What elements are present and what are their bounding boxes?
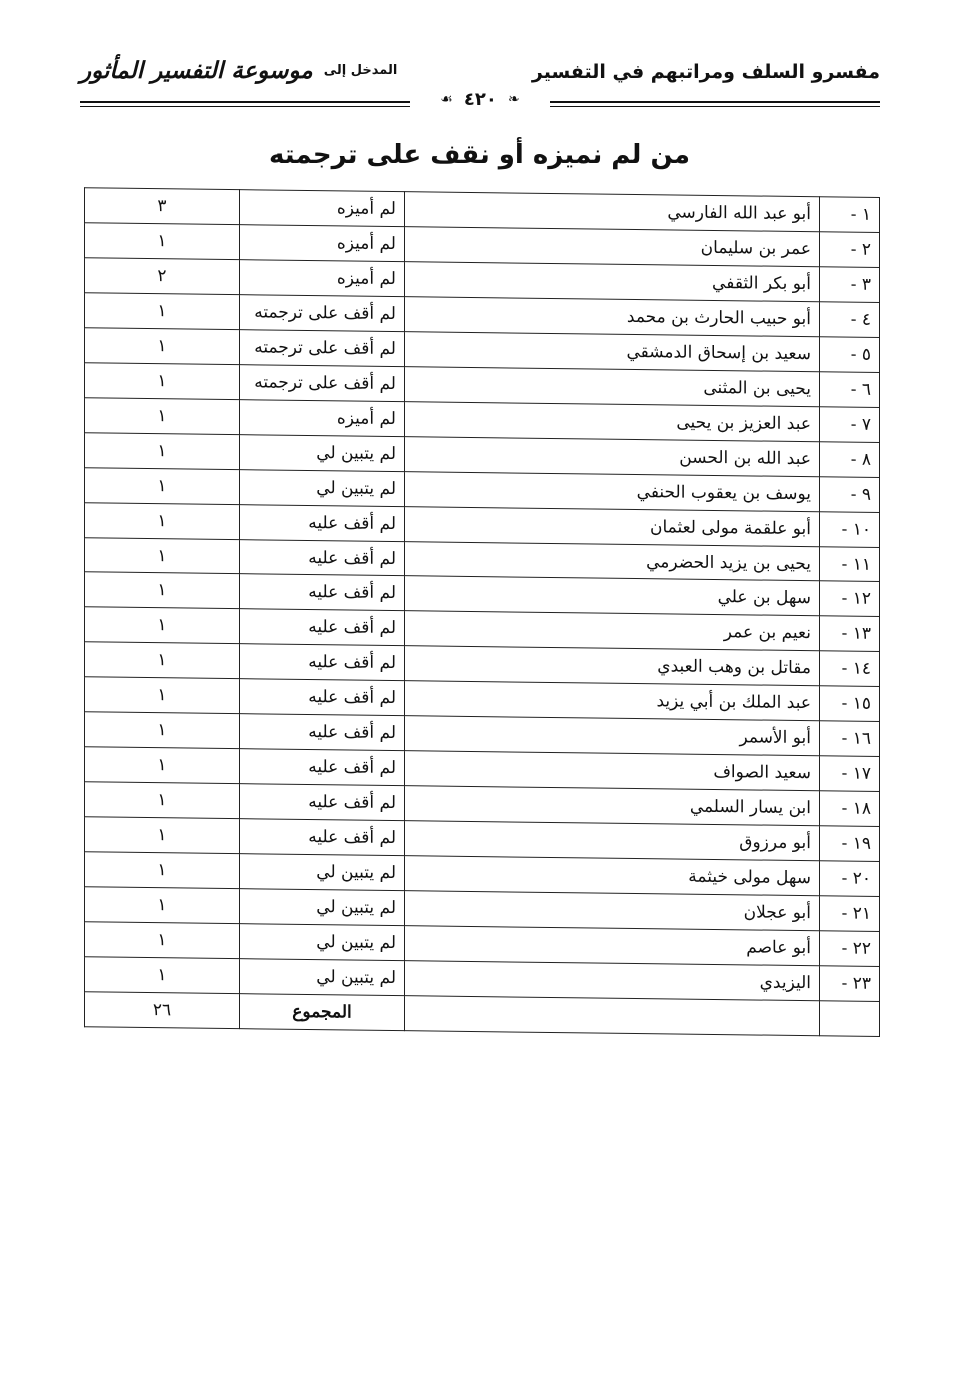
row-number: ٣ - — [820, 267, 880, 303]
status-note: لم أقف على ترجمته — [240, 295, 405, 332]
narration-count: ١ — [85, 782, 240, 819]
person-name: أبو عاصم — [405, 926, 820, 966]
status-note: لم أقف عليه — [240, 714, 405, 751]
person-name: أبو مرزوق — [405, 821, 820, 861]
narration-count: ١ — [85, 887, 240, 924]
names-table — [84, 187, 880, 1037]
section-title: من لم نميزه أو نقف على ترجمته — [269, 140, 690, 170]
row-number: ٩ - — [820, 476, 880, 512]
row-number: ١ - — [820, 197, 880, 233]
narration-count: ١ — [85, 852, 240, 889]
page-number-block — [410, 89, 550, 115]
narration-count: ١ — [85, 642, 240, 679]
person-name: يوسف بن يعقوب الحنفي — [405, 471, 820, 511]
narration-count: ١ — [85, 432, 240, 469]
person-name: عبد الله بن الحسن — [405, 436, 820, 476]
status-note: لم أقف عليه — [240, 539, 405, 576]
narration-count: ٣ — [85, 188, 240, 225]
row-number: ٢١ - — [820, 896, 880, 932]
narration-count: ١ — [85, 223, 240, 260]
row-number: ١٧ - — [820, 756, 880, 792]
row-number: ٢ - — [820, 232, 880, 268]
row-number: ١٨ - — [820, 791, 880, 827]
row-number: ٨ - — [820, 441, 880, 477]
status-note: لم يتبين لي — [240, 469, 405, 506]
narration-count: ١ — [85, 817, 240, 854]
narration-count: ١ — [85, 363, 240, 400]
person-name: عبد العزيز بن يحيى — [405, 401, 820, 441]
person-name: سعيد الصواف — [405, 751, 820, 791]
narration-count: ١ — [85, 957, 240, 994]
narration-count: ١ — [85, 537, 240, 574]
row-number: ١٥ - — [820, 686, 880, 722]
narration-count: ١ — [85, 502, 240, 539]
total-label: المجموع — [240, 994, 405, 1031]
ornament-right-icon: ☙ — [440, 91, 453, 108]
status-note: لم أميزه — [240, 190, 405, 227]
row-number: ٥ - — [820, 337, 880, 373]
names-table-wrap — [84, 187, 880, 1037]
series-logo-block — [80, 57, 397, 84]
person-name: عبد الملك بن أبي يزيد — [405, 681, 820, 721]
person-name: أبو بكر الثقفي — [405, 262, 820, 302]
row-number: ١٢ - — [820, 581, 880, 617]
total-count: ٢٦ — [85, 992, 240, 1029]
ornament-left-icon: ❧ — [507, 91, 520, 108]
status-note: لم أميزه — [240, 399, 405, 436]
status-note: لم أقف على ترجمته — [240, 364, 405, 401]
person-name: عمر بن سليمان — [405, 227, 820, 267]
row-number: ٧ - — [820, 406, 880, 442]
person-name: أبو حبيب الحارث بن محمد — [405, 297, 820, 337]
person-name: أبو علقمة مولى لعثمان — [405, 506, 820, 546]
status-note: لم أميزه — [240, 225, 405, 262]
running-title: مفسرو السلف ومراتبهم في التفسير — [531, 61, 880, 83]
person-name: يحيى بن يزيد الحضرمي — [405, 541, 820, 581]
person-name: سهل بن علي — [405, 576, 820, 616]
person-name: ابن يسار السلمي — [405, 786, 820, 826]
narration-count: ١ — [85, 397, 240, 434]
total-empty-cell — [405, 996, 820, 1036]
narration-count: ٢ — [85, 258, 240, 295]
status-note: لم أميزه — [240, 260, 405, 297]
person-name: اليزيدي — [405, 961, 820, 1001]
person-name: أبو الأسمر — [405, 716, 820, 756]
person-name: مقاتل بن وهب العبدي — [405, 646, 820, 686]
row-number: ١١ - — [820, 546, 880, 582]
status-note: لم يتبين لي — [240, 924, 405, 961]
person-name: سهل مولى خيثمة — [405, 856, 820, 896]
narration-count: ١ — [85, 712, 240, 749]
narration-count: ١ — [85, 293, 240, 330]
person-name: سعيد بن إسحاق الدمشقي — [405, 332, 820, 372]
status-note: لم أقف عليه — [240, 609, 405, 646]
row-number: ٢٣ - — [820, 966, 880, 1002]
status-note: لم أقف عليه — [240, 574, 405, 611]
status-note: لم يتبين لي — [240, 889, 405, 926]
status-note: لم يتبين لي — [240, 434, 405, 471]
status-note: لم أقف عليه — [240, 504, 405, 541]
person-name: يحيى بن المثنى — [405, 366, 820, 406]
total-empty-cell — [820, 1001, 880, 1037]
narration-count: ١ — [85, 922, 240, 959]
series-logo: موسوعة التفسير المأثور — [80, 57, 313, 84]
status-note: لم يتبين لي — [240, 854, 405, 891]
status-note: لم أقف عليه — [240, 679, 405, 716]
row-number: ٢٢ - — [820, 931, 880, 967]
person-name: أبو عبد الله الفارسي — [405, 192, 820, 232]
row-number: ١٩ - — [820, 826, 880, 862]
series-prefix: المدخل إلى — [323, 63, 398, 78]
status-note: لم يتبين لي — [240, 959, 405, 996]
narration-count: ١ — [85, 607, 240, 644]
status-note: لم أقف عليه — [240, 784, 405, 821]
row-number: ٤ - — [820, 302, 880, 338]
row-number: ١٠ - — [820, 511, 880, 547]
narration-count: ١ — [85, 572, 240, 609]
row-number: ١٦ - — [820, 721, 880, 757]
row-number: ١٤ - — [820, 651, 880, 687]
page-number: ٤٢٠ — [463, 89, 497, 110]
narration-count: ١ — [85, 467, 240, 504]
status-note: لم أقف عليه — [240, 819, 405, 856]
narration-count: ١ — [85, 747, 240, 784]
table-body — [85, 188, 880, 1037]
narration-count: ١ — [85, 677, 240, 714]
narration-count: ١ — [85, 328, 240, 365]
status-note: لم أقف عليه — [240, 749, 405, 786]
person-name: نعيم بن عمر — [405, 611, 820, 651]
status-note: لم أقف عليه — [240, 644, 405, 681]
person-name: أبو عجلان — [405, 891, 820, 931]
status-note: لم أقف على ترجمته — [240, 329, 405, 366]
page-header — [80, 55, 880, 117]
row-number: ٦ - — [820, 372, 880, 408]
row-number: ١٣ - — [820, 616, 880, 652]
row-number: ٢٠ - — [820, 861, 880, 897]
